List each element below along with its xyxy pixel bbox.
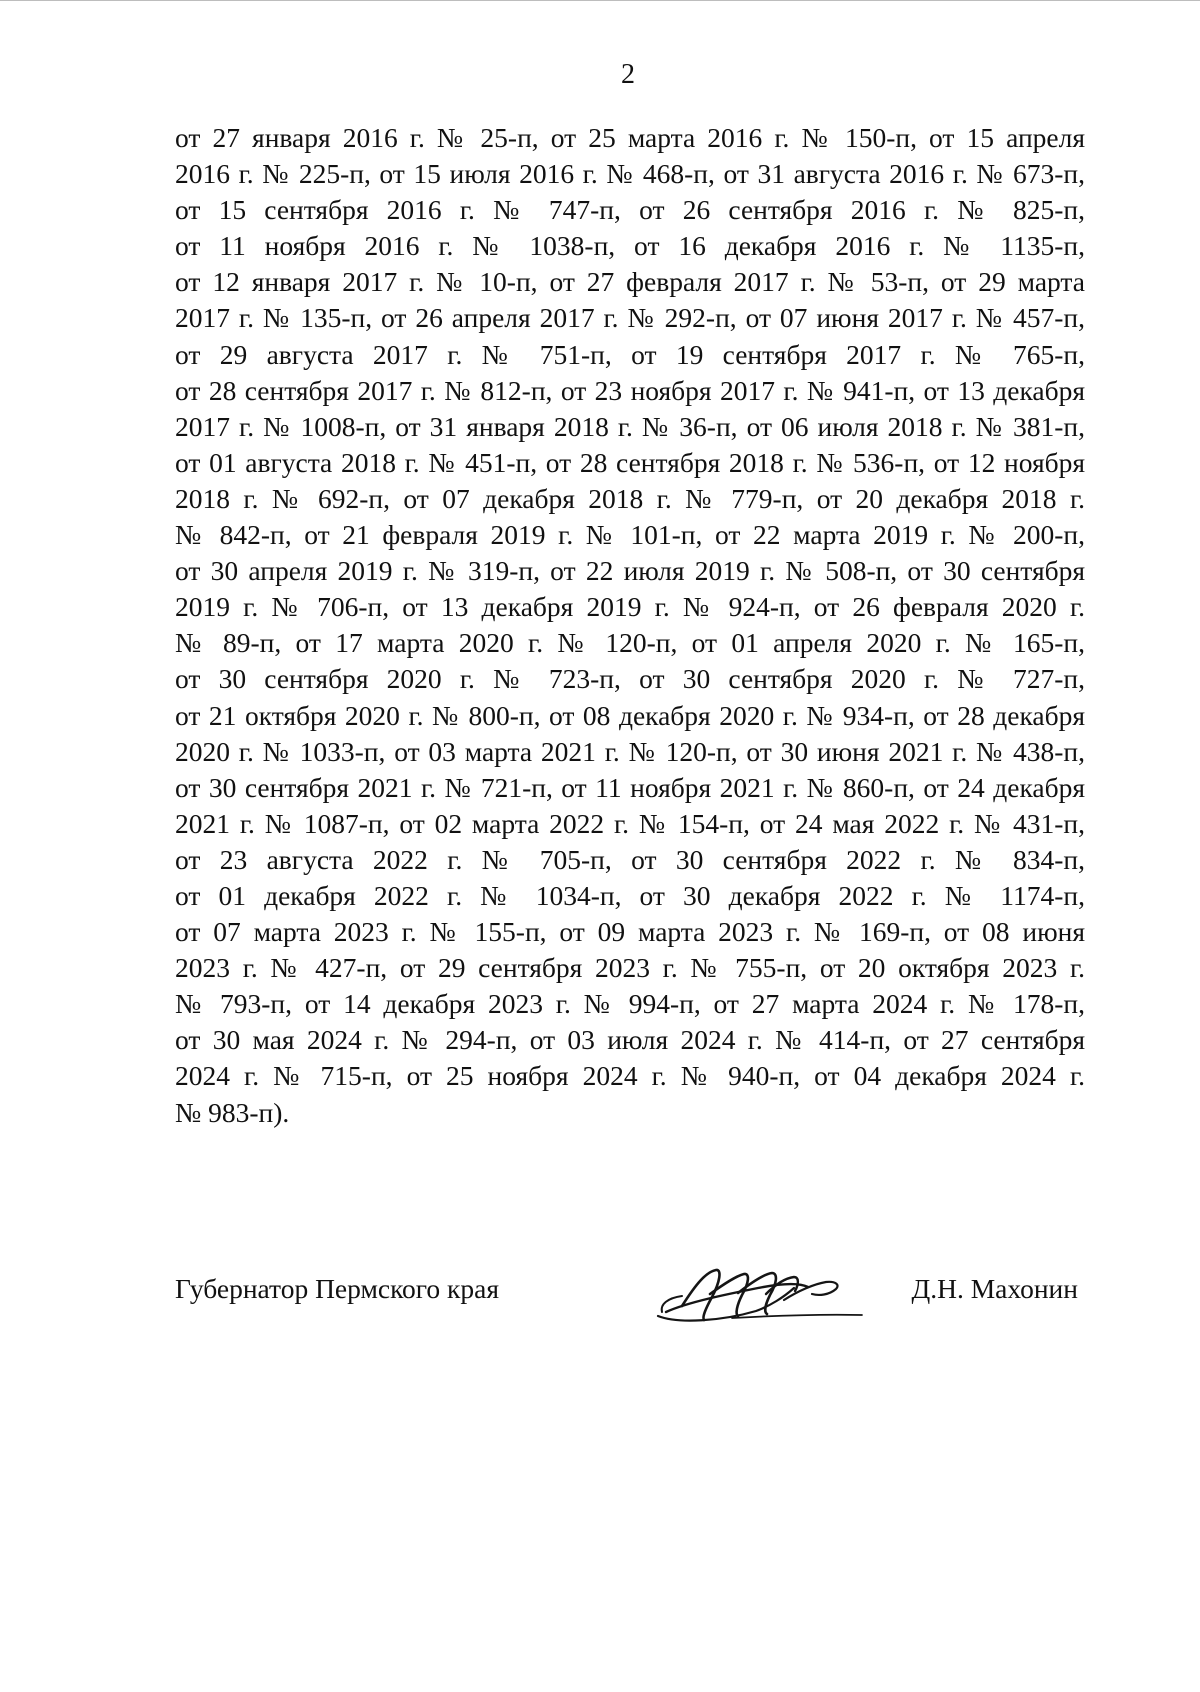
paragraph-line: от 07 марта 2023 г. № 155-п, от 09 марта 2023 г. № 169-п, от 08 июня [175, 916, 1085, 948]
paragraph-line: 2016 г. № 225-п, от 15 июля 2016 г. № 468-п, от 31 августа 2016 г. № 673-п, [175, 158, 1085, 190]
paragraph-line: от 30 сентября 2021 г. № 721-п, от 11 ноября 2021 г. № 860-п, от 24 декабря [175, 771, 1085, 803]
paragraph-line: № 983-п). [175, 1096, 290, 1128]
paragraph-line: 2023 г. № 427-п, от 29 сентября 2023 г. № 755-п, от 20 октября 2023 г. [175, 952, 1085, 984]
paragraph-line: № 89-п, от 17 марта 2020 г. № 120-п, от 01 апреля 2020 г. № 165-п, [175, 627, 1085, 659]
paragraph-line: от 21 октября 2020 г. № 800-п, от 08 декабря 2020 г. № 934-п, от 28 декабря [175, 699, 1085, 731]
paragraph-line: от 30 мая 2024 г. № 294-п, от 03 июля 2024 г. № 414-п, от 27 сентября [175, 1024, 1085, 1056]
paragraph-line: от 28 сентября 2017 г. № 812-п, от 23 ноября 2017 г. № 941-п, от 13 декабря [175, 374, 1085, 406]
signature-stroke [682, 1270, 719, 1320]
page-number: 2 [621, 59, 635, 90]
paragraph-line: от 23 августа 2022 г. № 705-п, от 30 сентября 2022 г. № 834-п, [175, 843, 1085, 875]
paragraph-line: 2017 г. № 135-п, от 26 апреля 2017 г. № 292-п, от 07 июня 2017 г. № 457-п, [175, 302, 1085, 334]
signer-name: Д.Н. Махонин [911, 1273, 1078, 1304]
paragraph-line: от 15 сентября 2016 г. № 747-п, от 26 сентября 2016 г. № 825-п, [175, 194, 1085, 226]
paragraph-line: от 01 декабря 2022 г. № 1034-п, от 30 декабря 2022 г. № 1174-п, [175, 879, 1085, 911]
paragraph-line: от 12 января 2017 г. № 10-п, от 27 февраля 2017 г. № 53-п, от 29 марта [175, 266, 1085, 298]
paragraph-line: № 793-п, от 14 декабря 2023 г. № 994-п, от 27 марта 2024 г. № 178-п, [175, 988, 1085, 1020]
paragraph-line: от 30 сентября 2020 г. № 723-п, от 30 сентября 2020 г. № 727-п, [175, 663, 1085, 695]
paragraph-line: 2021 г. № 1087-п, от 02 марта 2022 г. № 154-п, от 24 мая 2022 г. № 431-п, [175, 807, 1085, 839]
page-top-edge [0, 0, 1200, 1]
paragraph-line: № 842-п, от 21 февраля 2019 г. № 101-п, от 22 марта 2019 г. № 200-п, [175, 519, 1085, 551]
paragraph-line: от 27 января 2016 г. № 25-п, от 25 марта 2016 г. № 150-п, от 15 апреля [175, 122, 1085, 153]
decree-list-paragraph [175, 120, 1085, 1131]
paragraph-line: 2024 г. № 715-п, от 25 ноября 2024 г. № 940-п, от 04 декабря 2024 г. [175, 1060, 1085, 1092]
signer-title: Губернатор Пермского края [175, 1273, 499, 1304]
handwritten-signature [648, 1254, 888, 1334]
paragraph-line: 2020 г. № 1033-п, от 03 марта 2021 г. № 120-п, от 30 июня 2021 г. № 438-п, [175, 735, 1085, 767]
paragraph-line: от 01 августа 2018 г. № 451-п, от 28 сентября 2018 г. № 536-п, от 12 ноября [175, 446, 1085, 478]
paragraph-line: от 11 ноября 2016 г. № 1038-п, от 16 декабря 2016 г. № 1135-п, [175, 230, 1085, 262]
paragraph-line: 2019 г. № 706-п, от 13 декабря 2019 г. № 924-п, от 26 февраля 2020 г. [175, 591, 1085, 623]
paragraph-line: 2018 г. № 692-п, от 07 декабря 2018 г. № 779-п, от 20 декабря 2018 г. [175, 482, 1085, 514]
signature-block [0, 1268, 1200, 1338]
paragraph-line: от 29 августа 2017 г. № 751-п, от 19 сентября 2017 г. № 765-п, [175, 338, 1085, 370]
signature-stroke [732, 1315, 862, 1318]
paragraph-line: от 30 апреля 2019 г. № 319-п, от 22 июля 2019 г. № 508-п, от 30 сентября [175, 555, 1085, 587]
paragraph-line: 2017 г. № 1008-п, от 31 января 2018 г. № 36-п, от 06 июля 2018 г. № 381-п, [175, 410, 1085, 442]
